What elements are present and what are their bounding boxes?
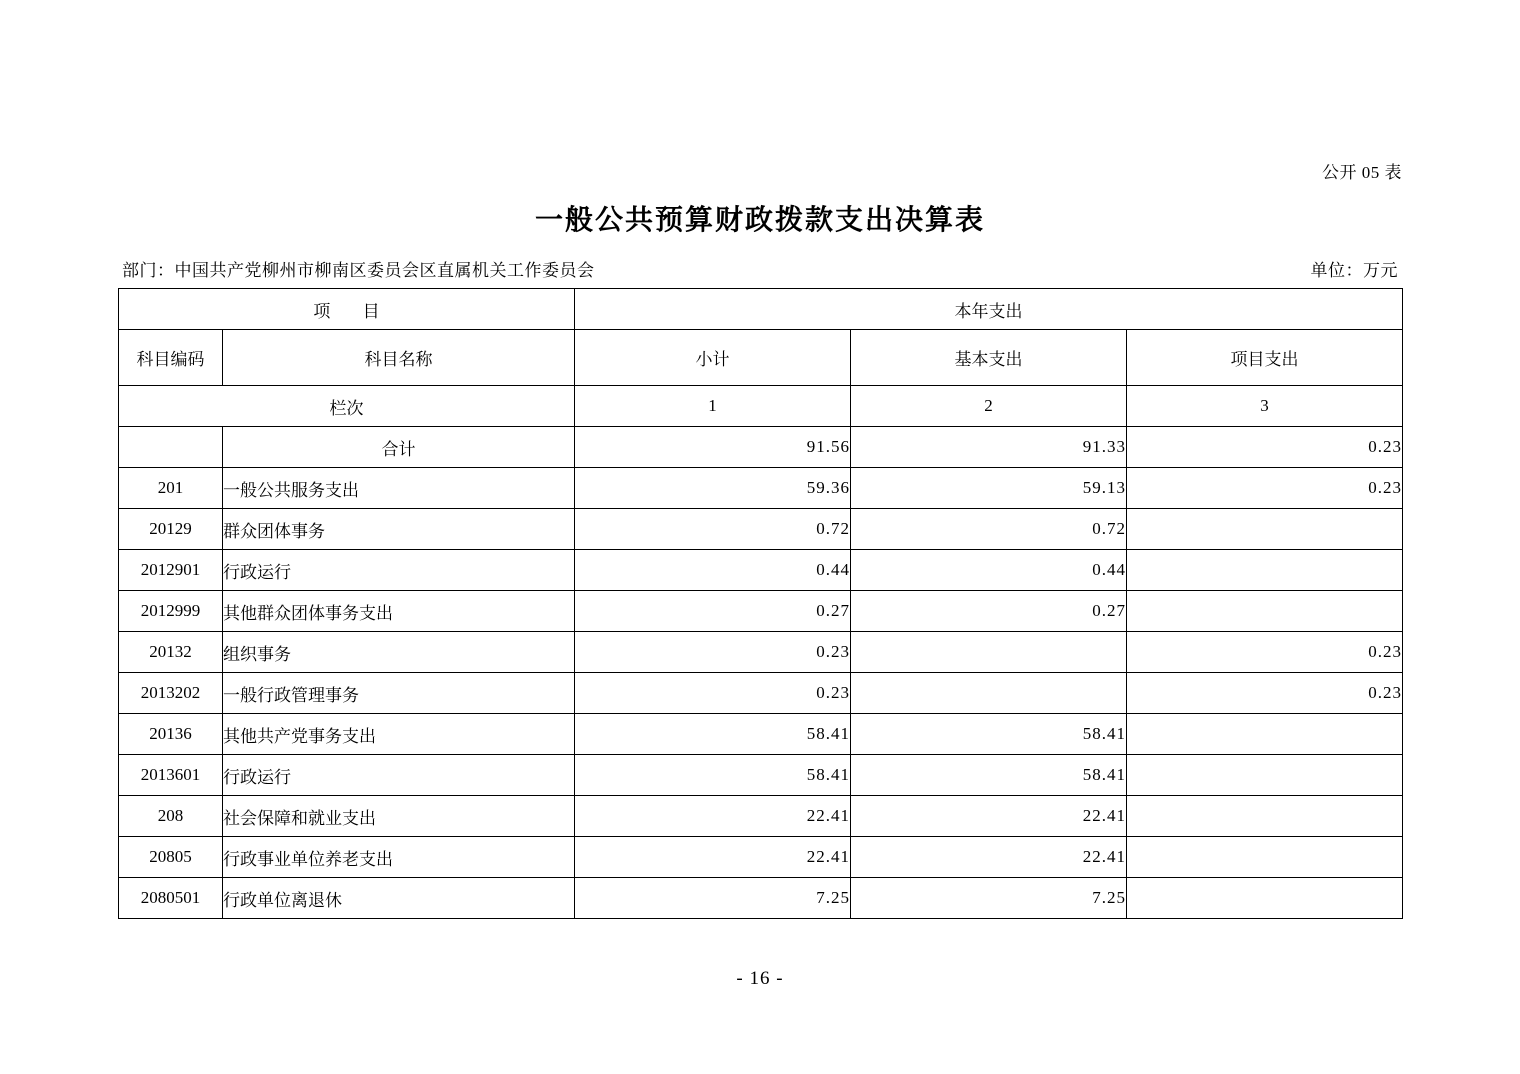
cell-name: 一般行政管理事务 — [223, 673, 575, 714]
cell-name: 其他共产党事务支出 — [223, 714, 575, 755]
table-row — [119, 550, 1403, 591]
table-header-group-row — [119, 289, 1403, 330]
cell-name: 组织事务 — [223, 632, 575, 673]
cell-basic: 0.27 — [851, 591, 1127, 632]
cell-subtotal: 58.41 — [575, 714, 851, 755]
cell-project — [1127, 796, 1403, 837]
header-col-2: 2 — [851, 386, 1127, 427]
table-row — [119, 878, 1403, 919]
page-title: 一般公共预算财政拨款支出决算表 — [534, 204, 985, 235]
cell-basic: 0.72 — [851, 509, 1127, 550]
cell-basic: 58.41 — [851, 714, 1127, 755]
cell-name: 群众团体事务 — [223, 509, 575, 550]
cell-code: 20136 — [119, 714, 223, 755]
cell-basic: 58.41 — [851, 755, 1127, 796]
unit-label: 单位：万元 — [1310, 261, 1398, 280]
cell-code: 20129 — [119, 509, 223, 550]
table-row — [119, 755, 1403, 796]
cell-name: 社会保障和就业支出 — [223, 796, 575, 837]
header-column-label: 栏次 — [119, 386, 575, 427]
cell-project — [1127, 837, 1403, 878]
cell-subtotal: 58.41 — [575, 755, 851, 796]
cell-project — [1127, 878, 1403, 919]
cell-subtotal: 22.41 — [575, 796, 851, 837]
table-row — [119, 714, 1403, 755]
cell-code: 20132 — [119, 632, 223, 673]
cell-name: 一般公共服务支出 — [223, 468, 575, 509]
cell-name: 其他群众团体事务支出 — [223, 591, 575, 632]
cell-subtotal: 0.27 — [575, 591, 851, 632]
cell-code — [119, 427, 223, 468]
cell-name: 行政事业单位养老支出 — [223, 837, 575, 878]
table-row — [119, 673, 1403, 714]
cell-project — [1127, 714, 1403, 755]
cell-project: 0.23 — [1127, 468, 1403, 509]
form-tag: 公开 05 表 — [1322, 163, 1402, 182]
header-year-group: 本年支出 — [575, 289, 1403, 330]
table-row — [119, 509, 1403, 550]
cell-name: 行政运行 — [223, 550, 575, 591]
cell-name: 行政单位离退休 — [223, 878, 575, 919]
cell-subtotal: 0.23 — [575, 632, 851, 673]
cell-basic: 22.41 — [851, 796, 1127, 837]
cell-basic: 91.33 — [851, 427, 1127, 468]
cell-project — [1127, 755, 1403, 796]
cell-subtotal: 59.36 — [575, 468, 851, 509]
cell-project — [1127, 550, 1403, 591]
cell-project — [1127, 591, 1403, 632]
cell-basic — [851, 673, 1127, 714]
header-item-group: 项 目 — [119, 289, 575, 330]
cell-subtotal: 91.56 — [575, 427, 851, 468]
cell-subtotal: 0.44 — [575, 550, 851, 591]
table-row — [119, 591, 1403, 632]
cell-basic: 0.44 — [851, 550, 1127, 591]
table-body — [119, 427, 1403, 919]
cell-code: 208 — [119, 796, 223, 837]
cell-code: 2013202 — [119, 673, 223, 714]
cell-code: 2012901 — [119, 550, 223, 591]
header-basic: 基本支出 — [851, 330, 1127, 386]
header-code: 科目编码 — [119, 330, 223, 386]
cell-code: 20805 — [119, 837, 223, 878]
cell-subtotal: 22.41 — [575, 837, 851, 878]
cell-code: 2012999 — [119, 591, 223, 632]
cell-name: 行政运行 — [223, 755, 575, 796]
cell-code: 201 — [119, 468, 223, 509]
cell-subtotal: 0.72 — [575, 509, 851, 550]
cell-code: 2013601 — [119, 755, 223, 796]
cell-name: 合计 — [223, 427, 575, 468]
cell-subtotal: 7.25 — [575, 878, 851, 919]
table-row — [119, 796, 1403, 837]
department-label: 部门：中国共产党柳州市柳南区委员会区直属机关工作委员会 — [122, 261, 595, 280]
header-col-1: 1 — [575, 386, 851, 427]
table-row — [119, 427, 1403, 468]
budget-table — [118, 288, 1403, 919]
cell-project: 0.23 — [1127, 632, 1403, 673]
cell-subtotal: 0.23 — [575, 673, 851, 714]
header-col-3: 3 — [1127, 386, 1403, 427]
table-header-row — [119, 330, 1403, 386]
header-project: 项目支出 — [1127, 330, 1403, 386]
header-subtotal: 小计 — [575, 330, 851, 386]
cell-project: 0.23 — [1127, 427, 1403, 468]
table-column-index-row — [119, 386, 1403, 427]
cell-basic: 7.25 — [851, 878, 1127, 919]
cell-code: 2080501 — [119, 878, 223, 919]
page-number: - 16 - — [736, 968, 784, 989]
table-row — [119, 837, 1403, 878]
meta-row — [122, 256, 1398, 281]
cell-project: 0.23 — [1127, 673, 1403, 714]
table-row — [119, 632, 1403, 673]
cell-basic — [851, 632, 1127, 673]
table-row — [119, 468, 1403, 509]
cell-basic: 59.13 — [851, 468, 1127, 509]
cell-project — [1127, 509, 1403, 550]
header-name: 科目名称 — [223, 330, 575, 386]
cell-basic: 22.41 — [851, 837, 1127, 878]
